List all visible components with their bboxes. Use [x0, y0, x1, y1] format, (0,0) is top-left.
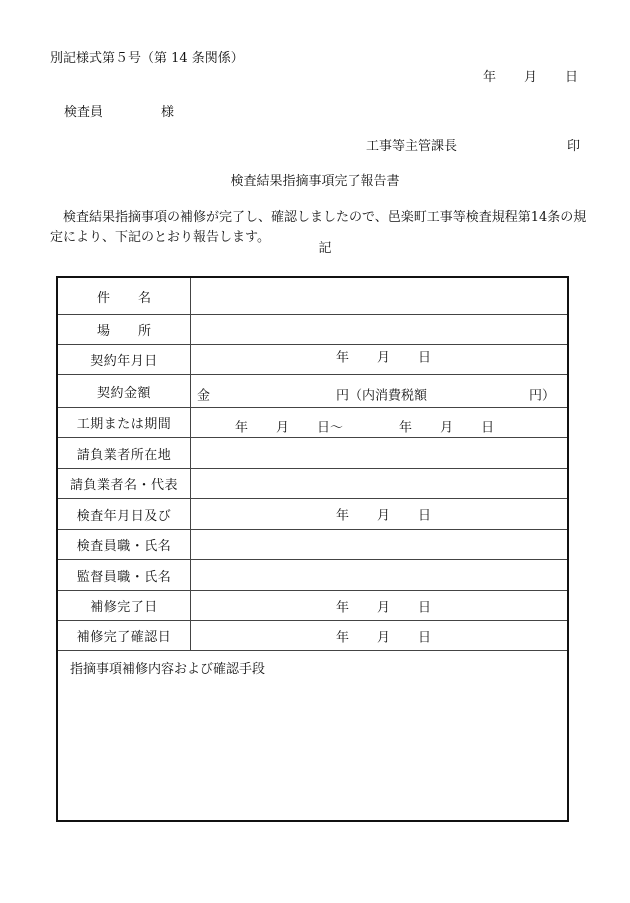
inspector-prefix: 検査員 — [64, 105, 104, 120]
table-row-supervisor — [58, 560, 567, 591]
form-number: 別記様式第５号（第 14 条関係） — [50, 51, 244, 66]
location-field[interactable] — [191, 315, 567, 344]
notes-area[interactable] — [58, 650, 567, 820]
row-label: 検査員職・氏名 — [58, 530, 191, 559]
table-row-contract-date — [58, 345, 567, 375]
top-date-year: 年 — [482, 70, 496, 85]
table-row-construction-period — [58, 408, 567, 438]
table-row-repair-completion-date — [58, 591, 567, 621]
row-label: 場 所 — [58, 315, 191, 344]
table-row-repair-confirmation-date — [58, 621, 567, 651]
chief-signature-line — [366, 140, 580, 153]
chief-title: 工事等主管課長 — [365, 139, 457, 154]
row-label: 工期または期間 — [58, 408, 191, 437]
row-label: 請負業者名・代表 — [58, 469, 191, 498]
row-label: 監督員職・氏名 — [58, 560, 191, 590]
repair-confirmation-date-field[interactable]: 年 月 日 — [336, 630, 432, 645]
table-row-contractor-address — [58, 438, 567, 469]
report-table — [56, 276, 569, 822]
seal-mark: 印 — [566, 139, 580, 154]
contract-date-field[interactable]: 年 月 日 — [336, 350, 432, 366]
notes-label: 指摘事項補修内容および確認手段 — [70, 662, 266, 677]
contractor-name-field[interactable] — [191, 469, 567, 498]
table-row-contractor-name — [58, 469, 567, 499]
row-label: 件 名 — [58, 278, 191, 314]
row-label: 補修完了日 — [58, 591, 191, 620]
table-row-inspector — [58, 530, 567, 560]
inspector-suffix: 様 — [161, 105, 175, 120]
body-text: 検査結果指摘事項の補修が完了し、確認しましたので、邑楽町工事等検査規程第14条の規定により、下記のとおり報告します。 — [50, 210, 587, 245]
document-title: 検査結果指摘事項完了報告書 — [230, 174, 400, 189]
contract-amount-field[interactable]: 金 円（内消費税額 円） — [197, 388, 555, 404]
top-date-day: 日 — [564, 70, 578, 85]
supervisor-field[interactable] — [191, 560, 567, 590]
contractor-address-field[interactable] — [191, 438, 567, 468]
construction-period-field[interactable]: 年 月 日～ 年 月 日 — [235, 420, 495, 436]
table-row-inspection-date — [58, 499, 567, 530]
repair-completion-date-field[interactable]: 年 月 日 — [336, 600, 432, 615]
ki-heading: 記 — [318, 241, 332, 256]
row-label: 契約金額 — [58, 375, 191, 407]
inspector-addressee — [64, 106, 174, 119]
row-label: 検査年月日及び — [58, 499, 191, 529]
row-label: 補修完了確認日 — [58, 621, 191, 650]
row-label: 請負業者所在地 — [58, 438, 191, 468]
table-row-contract-amount — [58, 375, 567, 408]
table-row-project-name — [58, 278, 567, 315]
top-date — [483, 71, 578, 84]
row-label: 契約年月日 — [58, 345, 191, 374]
table-row-location — [58, 315, 567, 345]
inspection-date-field[interactable]: 年 月 日 — [336, 508, 432, 524]
project-name-field[interactable] — [191, 278, 567, 314]
top-date-month: 月 — [523, 70, 537, 85]
inspector-field[interactable] — [191, 530, 567, 559]
